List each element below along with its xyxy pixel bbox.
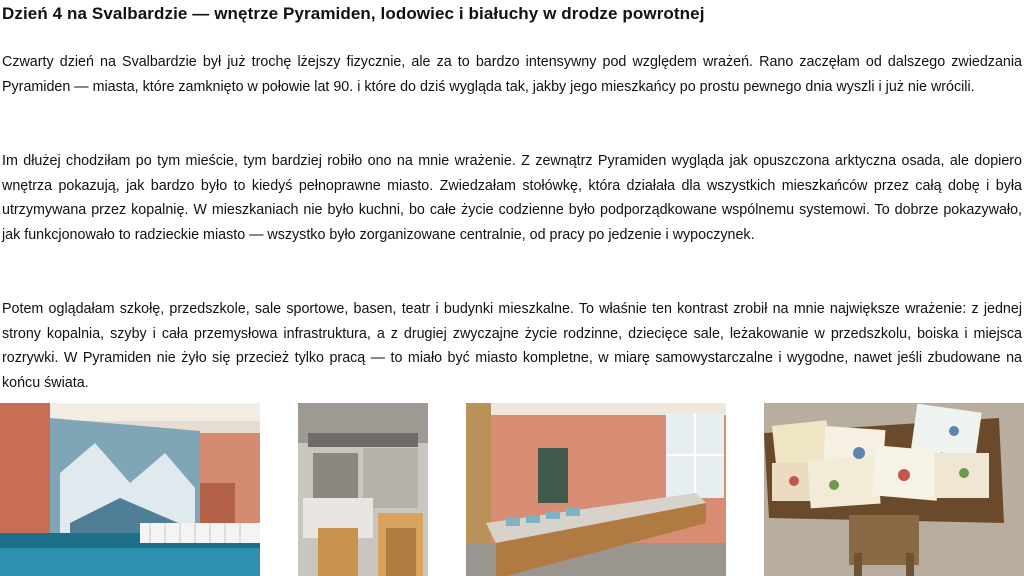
article-title: Dzień 4 na Svalbardzie — wnętrze Pyramiden, lodowiec i białuchy w drodze powrotnej [2, 4, 705, 23]
paragraph: Im dłużej chodziłam po tym mieście, tym bardziej robiło ono na mnie wrażenie. Z zewnątrz Pyramiden wygląda jak opuszczona arktyczna osada, ale dopiero wnętrza pokazują, jak bardzo było to kiedyś pełnoprawne miasto. Zwiedzałam stołówkę, która działała dla wszystkich mieszkańców przez całą dobę i była utrzymywana przez kopalnię. W mieszkaniach nie było kuchni, bo całe życie codzienne było podporządkowane wspólnemu systemowi. To dobrze pokazywało, jak funkcjonowało to radzieckie miasto — wszystko było zorganizowane centralnie, od pracy po jedzenie i wypoczynek. [2, 153, 1022, 243]
photo-kitchen [298, 403, 428, 576]
paragraph: Czwarty dzień na Svalbardzie był już trochę lżejszy fizycznie, ale za to bardzo intensywny pod względem wrażeń. Rano zaczęłam od dalszego zwiedzania Pyramiden — miasta, które zamknięto w połowie lat 90. i które do dziś wygląda tak, jakby jego mieszkańcy po prostu pewnego dnia wyszli i już nie wrócili. [2, 54, 1022, 95]
photo-mosaic-hall [0, 403, 260, 576]
paragraph: Potem oglądałam szkołę, przedszkole, sale sportowe, basen, teatr i budynki mieszkalne. To właśnie ten kontrast zrobił na mnie największe wrażenie: z jednej strony kopalnia, szyby i cała przemysłowa infrastruktura, a z drugiej zwyczajne życie rodzinne, dziecięce sale, leżakowanie w przedszkolu, boiska i miejsca rozrywki. W Pyramiden nie żyło się przecież tylko pracą — to miało być miasto kompletne, w miarę samowystarczalne i wygodne, nawet jeśli zbudowane na końcu świata. [2, 301, 1022, 391]
photo-canteen [466, 403, 726, 576]
photo-childrens-drawings [764, 403, 1024, 576]
